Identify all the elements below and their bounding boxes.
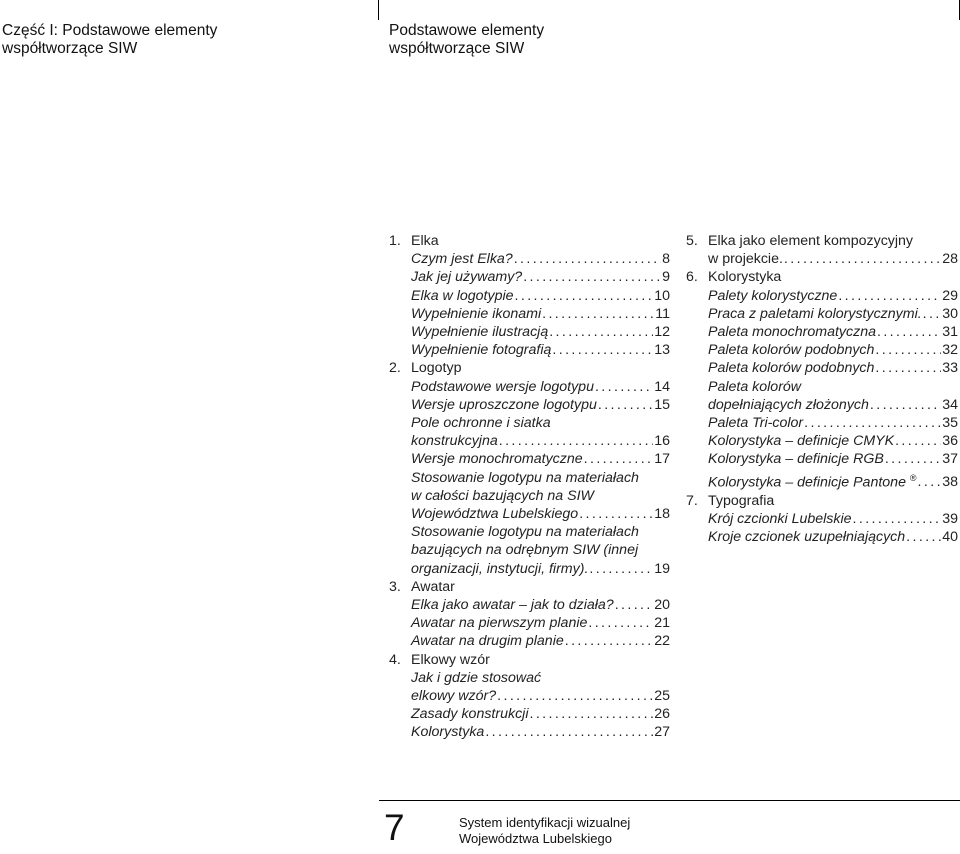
toc-column-left [389, 232, 670, 742]
page-ref: 18 [654, 506, 670, 523]
page-ref: 12 [654, 324, 670, 341]
toc-chapter-6: 6. Kolorystyka [686, 269, 782, 286]
toc-entry-multiline[interactable]: Stosowanie logotypu na materiałach w całości bazujących na SIW Województwa Lubelskiego ..... 18 [411, 469, 670, 524]
toc-entry[interactable]: w projekcie. ..... 28 [708, 250, 958, 268]
running-header-left [2, 22, 217, 58]
top-divider-left [378, 0, 379, 20]
toc-chapter-2-items [389, 378, 670, 578]
page-ref: 13 [654, 342, 670, 359]
page-ref: 37 [942, 451, 958, 468]
page-ref: 33 [942, 360, 958, 377]
toc-chapter-6-items [686, 287, 958, 492]
page-ref: 9 [662, 269, 670, 286]
toc-entry[interactable]: Wypełnienie ikonami ..... 11 [411, 305, 670, 323]
chapter-title: Logotyp [411, 360, 462, 377]
footer-line1: System identyfikacji wizualnej [459, 815, 631, 830]
page-ref: 16 [654, 433, 670, 450]
page-ref: 19 [654, 560, 670, 577]
toc-chapter-5[interactable]: 5. Elka jako element kompozycyjny [686, 233, 914, 249]
toc-entry[interactable]: Elka jako awatar – jak to działa? ..... 20 [411, 596, 670, 614]
toc-entry[interactable]: Awatar na drugim planie ..... 22 [411, 632, 670, 650]
toc-entry[interactable]: Paleta kolorów podobnych ..... 32 [708, 341, 958, 359]
toc-entry[interactable]: Elka w logotypie ..... 10 [411, 287, 670, 305]
page-ref: 32 [942, 342, 958, 359]
page-ref: 25 [654, 688, 670, 705]
toc-entry[interactable]: Palety kolorystyczne ..... 29 [708, 287, 958, 305]
toc-entry[interactable]: Krój czcionki Lubelskie ..... 39 [708, 510, 958, 528]
chapter-title: Typografia [708, 492, 775, 509]
toc-entry[interactable]: Kolorystyka ..... 27 [411, 723, 670, 741]
toc-chapter-4: 4. Elkowy wzór [389, 651, 490, 668]
toc-entry[interactable]: Paleta monochromatyczna ..... 31 [708, 323, 958, 341]
toc-column-right [686, 232, 958, 546]
toc-chapter-7: 7. Typografia [686, 492, 775, 509]
chapter-title: Elkowy wzór [411, 651, 490, 668]
toc-entry[interactable]: Kolorystyka – definicje CMYK ..... 36 [708, 432, 958, 450]
toc-entry[interactable]: Wypełnienie fotografią ..... 13 [411, 341, 670, 359]
running-header-right [389, 22, 544, 58]
toc-entry[interactable]: Jak jej używamy? ..... 9 [411, 268, 670, 286]
page-ref: 14 [654, 378, 670, 395]
page-ref: 28 [942, 251, 958, 268]
toc-chapter-4-items [389, 669, 670, 742]
footer-rule [379, 800, 960, 801]
toc-entry[interactable]: Paleta Tri-color ..... 35 [708, 414, 958, 432]
page-ref: 15 [654, 396, 670, 413]
toc-entry-multiline[interactable]: Stosowanie logotypu na materiałach bazujących na odrębnym SIW (innej organizacji, instytucji, firmy). ..... 19 [411, 523, 670, 578]
toc-entry[interactable]: Paleta kolorów podobnych ..... 33 [708, 359, 958, 377]
page-ref: 27 [654, 724, 670, 741]
toc-entry[interactable]: Praca z paletami kolorystycznymi. ..... 30 [708, 305, 958, 323]
page-ref: 38 [942, 474, 958, 491]
page-ref: 36 [942, 433, 958, 450]
toc-chapter-3: 3. Awatar [389, 578, 455, 595]
chapter-title: Kolorystyka [708, 269, 782, 286]
toc-entry-multiline[interactable]: Jak i gdzie stosować elkowy wzór? ..... 25 [411, 669, 670, 705]
page-ref: 30 [942, 305, 958, 322]
toc-entry[interactable]: Podstawowe wersje logotypu ..... 14 [411, 378, 670, 396]
header-left-line1: Część I: Podstawowe elementy [2, 22, 218, 39]
page-ref: 21 [654, 615, 670, 632]
header-right-line2: współtworzące SIW [389, 40, 525, 57]
chapter-title: Awatar [411, 578, 455, 595]
toc-entry[interactable]: Kolorystyka – definicje Pantone ® ..... 38 [708, 469, 958, 492]
toc-chapter-2: 2. Logotyp [389, 360, 462, 377]
toc-chapter-7-items [686, 510, 958, 546]
chapter-title: Elka [411, 233, 439, 249]
page-ref: 29 [942, 287, 958, 304]
footer-line2: Województwa Lubelskiego [459, 830, 612, 846]
page-ref: 26 [654, 706, 670, 723]
toc-entry[interactable]: Wypełnienie ilustracją ..... 12 [411, 323, 670, 341]
page-ref: 11 [655, 305, 670, 322]
page-ref: 17 [654, 451, 670, 468]
toc-chapter-1: 1. Elka [389, 233, 439, 249]
page-ref: 8 [662, 251, 670, 268]
page-ref: 34 [942, 396, 958, 413]
registered-mark: ® [909, 472, 917, 483]
page-number: 7 [384, 807, 405, 848]
page-ref: 40 [942, 528, 958, 545]
toc-entry[interactable]: Zasady konstrukcji ..... 26 [411, 705, 670, 723]
toc-entry[interactable]: Kroje czcionek uzupełniających ..... 40 [708, 528, 958, 546]
header-left-line2: współtworzące SIW [2, 40, 138, 57]
toc-entry-multiline[interactable]: Pole ochronne i siatka konstrukcyjna ..... 16 [411, 414, 670, 450]
page-ref: 31 [942, 324, 958, 341]
footer-caption [459, 815, 630, 846]
toc-entry[interactable]: Wersje monochromatyczne ..... 17 [411, 450, 670, 468]
chapter-title: Elka jako element kompozycyjny [708, 233, 914, 249]
page-ref: 39 [942, 510, 958, 527]
page-ref: 35 [942, 415, 958, 432]
toc-chapter-3-items [389, 596, 670, 651]
page-ref: 20 [654, 597, 670, 614]
page-ref: 22 [654, 633, 670, 650]
toc-chapter-1-items [389, 250, 670, 359]
toc-entry-multiline[interactable]: Paleta kolorów dopełniających złożonych ..... 34 [708, 378, 958, 414]
toc-entry[interactable]: Kolorystyka – definicje RGB ..... 37 [708, 450, 958, 468]
toc-entry[interactable]: Czym jest Elka? ..... 8 [411, 250, 670, 268]
header-right-line1: Podstawowe elementy [389, 22, 545, 39]
page-ref: 10 [654, 287, 670, 304]
toc-entry[interactable]: Awatar na pierwszym planie ..... 21 [411, 614, 670, 632]
toc-entry[interactable]: Wersje uproszczone logotypu ..... 15 [411, 396, 670, 414]
